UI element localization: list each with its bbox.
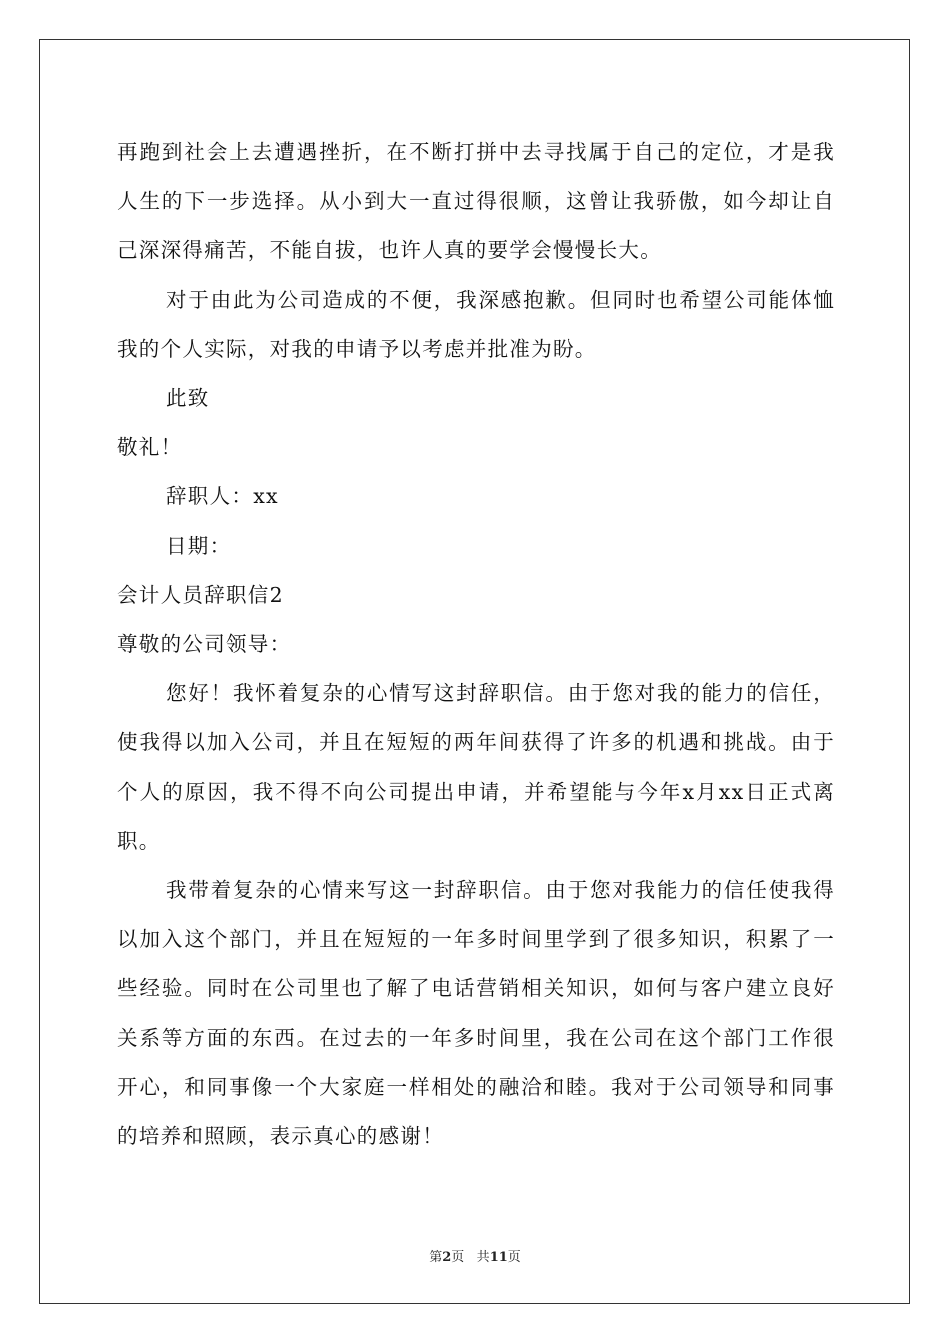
total-pages: 11 xyxy=(489,1250,508,1265)
section-title: 会计人员辞职信2 xyxy=(117,582,284,607)
paragraph: 对于由此为公司造成的不便，我深感抱歉。但同时也希望公司能体恤我的个人实际，对我的申请予以考虑并批准为盼。 xyxy=(117,287,835,361)
closing-regards: 敬礼！ xyxy=(117,435,183,460)
page-prefix: 第 xyxy=(429,1250,443,1265)
date-line: 日期： xyxy=(166,533,232,558)
page-number: 2 xyxy=(442,1250,452,1265)
paragraph: 您好！我怀着复杂的心情写这封辞职信。由于您对我的能力的信任，使我得以加入公司，并且在短短的两年间获得了许多的机遇和挑战。由于个人的原因，我不得不向公司提出申请，并希望能与今年x月xx日正式离职。 xyxy=(117,681,835,853)
paragraph: 我带着复杂的心情来写这一封辞职信。由于您对我能力的信任使我得以加入这个部门，并且在短短的一年多时间里学到了很多知识，积累了一些经验。同时在公司里也了解了电话营销相关知识，如何与客户建立良好关系等方面的东西。在过去的一年多时间里，我在公司在这个部门工作很开心，和同事像一个大家庭一样相处的融洽和睦。我对于公司领导和同事的培养和照顾，表示真心的感谢！ xyxy=(117,878,835,1149)
greeting: 尊敬的公司领导： xyxy=(117,632,292,657)
page-suffix: 页 xyxy=(451,1250,465,1265)
total-suffix: 页 xyxy=(507,1250,521,1265)
document-body xyxy=(117,128,835,1161)
total-prefix: 共 xyxy=(476,1250,490,1265)
page-footer xyxy=(0,1246,950,1265)
closing-salutation: 此致 xyxy=(166,386,210,411)
paragraph: 再跑到社会上去遭遇挫折，在不断打拼中去寻找属于自己的定位，才是我人生的下一步选择。从小到大一直过得很顺，这曾让我骄傲，如今却让自己深深得痛苦，不能自拔，也许人真的要学会慢慢长大。 xyxy=(117,140,835,263)
signature-line: 辞职人：xx xyxy=(166,484,279,509)
